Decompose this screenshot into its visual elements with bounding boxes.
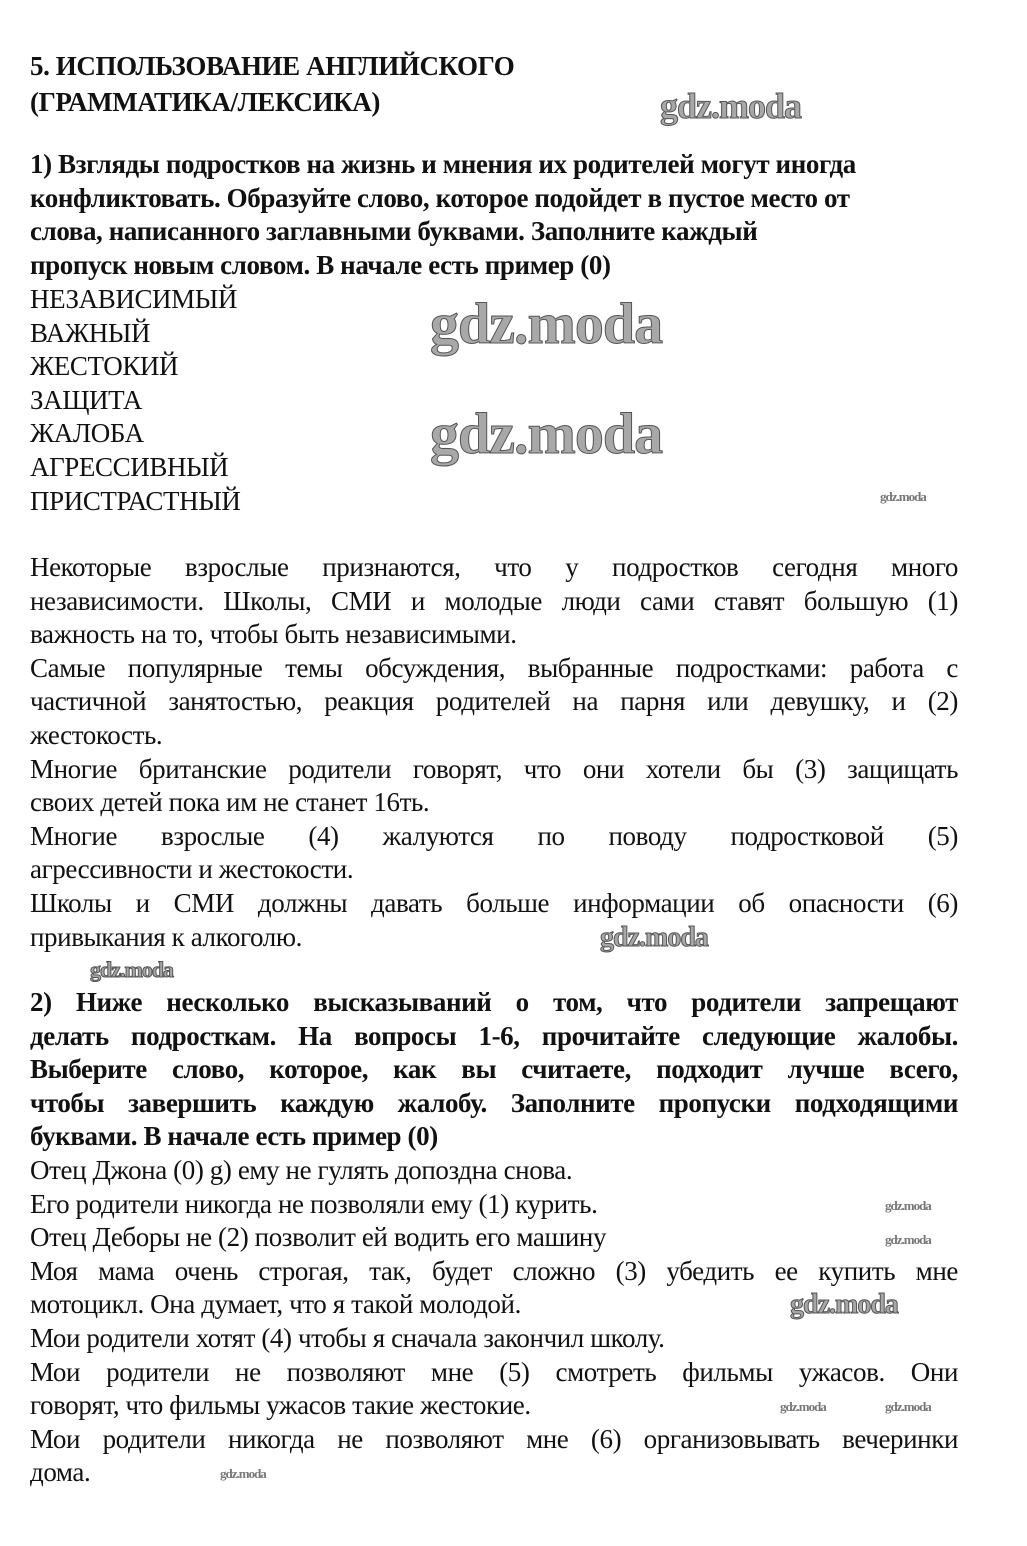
instruction-line: Выберите слово, которое, как вы считаете, подходит лучше всего, xyxy=(30,1054,958,1085)
watermark: gdz.moda xyxy=(885,1232,931,1247)
heading-line: (ГРАММАТИКА/ЛЕКСИКА) xyxy=(30,86,380,117)
text-line: агрессивности и жестокости. xyxy=(30,854,354,885)
watermark: gdz.moda xyxy=(790,1289,898,1320)
word-item: НЕЗАВИСИМЫЙ xyxy=(30,284,238,314)
instruction-line: чтобы завершить каждую жалобу. Заполните пропуски подходящими xyxy=(30,1087,958,1118)
task1-instruction xyxy=(30,148,958,282)
instruction-line: пропуск новым словом. В начале есть пример (0) xyxy=(30,249,611,280)
text-line: Мои родители не позволяют мне (5) смотреть фильмы ужасов. Они xyxy=(30,1356,958,1387)
word-item: ЖЕСТОКИЙ xyxy=(30,351,179,382)
watermark: gdz.moda xyxy=(780,1399,826,1414)
text-line: своих детей пока им не станет 16ть. xyxy=(30,787,430,818)
text-line: Некоторые взрослые признаются, что у подростков сегодня много xyxy=(30,552,958,582)
watermark: gdz.moda xyxy=(430,291,663,356)
instruction-line: слова, написанного заглавными буквами. Заполните каждый xyxy=(30,216,758,247)
watermark: gdz.moda xyxy=(430,401,663,466)
watermark: gdz.moda xyxy=(880,489,926,504)
word-item: АГРЕССИВНЫЙ xyxy=(30,451,229,482)
instruction-line: делать подросткам. На вопросы 1-6, прочитайте следующие жалобы. xyxy=(30,1020,958,1051)
text-line: Многие британские родители говорят, что они хотели бы (3) защищать xyxy=(30,753,958,784)
text-line: Моя мама очень строгая, так, будет сложно (3) убедить ее купить мне xyxy=(30,1255,958,1286)
task2-instruction xyxy=(30,986,958,1154)
text-line: говорят, что фильмы ужасов такие жестокие. xyxy=(30,1390,531,1421)
task1-text xyxy=(30,551,958,954)
text-line: дома. xyxy=(30,1457,91,1488)
text-line: Его родители никогда не позволяли ему (1) курить. xyxy=(30,1188,598,1219)
heading-line: 5. ИСПОЛЬЗОВАНИЕ АНГЛИЙСКОГО xyxy=(30,51,515,81)
instruction-line: 1) Взгляды подростков на жизнь и мнения их родителей могут иногда xyxy=(30,149,856,179)
text-line: Отец Деборы не (2) позволит ей водить его машину xyxy=(30,1222,607,1253)
text-line: Мои родители никогда не позволяют мне (6) организовывать вечеринки xyxy=(30,1423,958,1454)
word-item: ПРИСТРАСТНЫЙ xyxy=(30,485,241,516)
word-item: ВАЖНЫЙ xyxy=(30,317,151,348)
text-line: привыкания к алкоголю. xyxy=(30,921,302,952)
text-line: Отец Джона (0) g) ему не гулять допоздна снова. xyxy=(30,1155,573,1185)
watermark: gdz.moda xyxy=(885,1198,931,1213)
watermark: gdz.moda xyxy=(660,86,802,126)
instruction-line: буквами. В начале есть пример (0) xyxy=(30,1121,438,1152)
watermark: gdz.moda xyxy=(885,1399,931,1414)
word-item: ЗАЩИТА xyxy=(30,384,143,415)
text-line: важность на то, чтобы быть независимыми. xyxy=(30,619,517,650)
text-line: Мои родители хотят (4) чтобы я сначала закончил школу. xyxy=(30,1322,665,1353)
watermark: gdz.moda xyxy=(220,1466,266,1481)
section-heading xyxy=(30,50,958,119)
instruction-line: 2) Ниже несколько высказываний о том, что родители запрещают xyxy=(30,987,958,1017)
text-line: Самые популярные темы обсуждения, выбранные подростками: работа с xyxy=(30,652,958,683)
instruction-line: конфликтовать. Образуйте слово, которое подойдет в пустое место от xyxy=(30,182,850,213)
word-item: ЖАЛОБА xyxy=(30,418,144,449)
text-line: жестокость. xyxy=(30,719,163,750)
watermark: gdz.moda xyxy=(90,957,174,982)
text-line: мотоцикл. Она думает, что я такой молодой. xyxy=(30,1289,521,1320)
text-line: Школы и СМИ должны давать больше информации об опасности (6) xyxy=(30,887,958,918)
text-line: Многие взрослые (4) жалуются по поводу подростковой (5) xyxy=(30,820,958,851)
text-line: частичной занятостью, реакция родителей на парня или девушку, и (2) xyxy=(30,686,958,717)
task2-text xyxy=(30,1154,958,1490)
watermark: gdz.moda xyxy=(600,922,708,953)
text-line: независимости. Школы, СМИ и молодые люди сами ставят большую (1) xyxy=(30,585,958,616)
